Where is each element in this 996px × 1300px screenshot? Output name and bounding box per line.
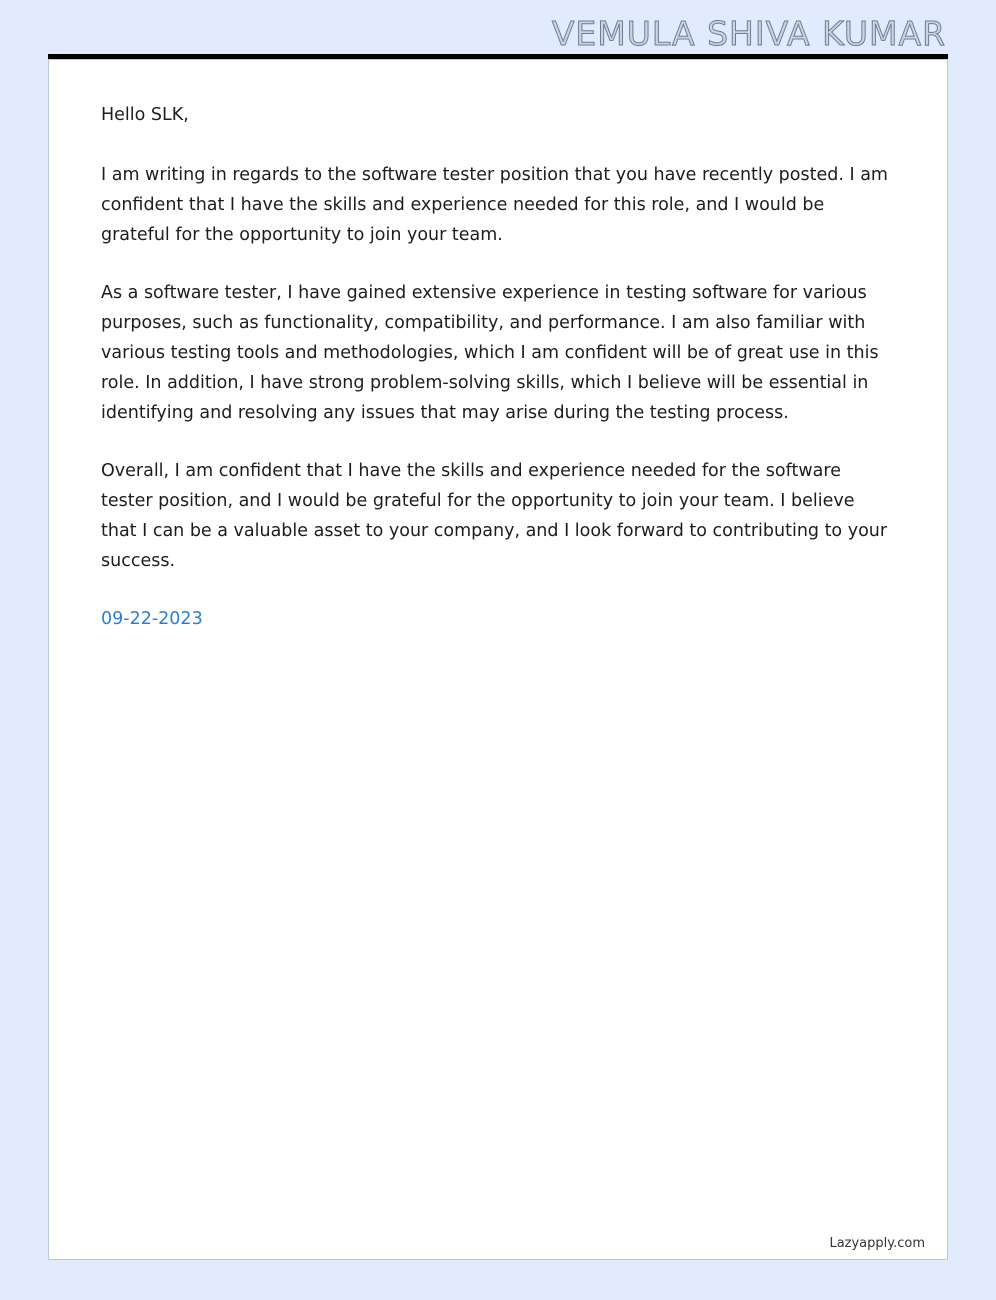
letter-sheet [48,59,948,1260]
page-title: VEMULA SHIVA KUMAR [551,14,946,53]
letter-paragraph-1: I am writing in regards to the software tester position that you have recently posted. I am confident that I have the skills and experience needed for this role, and I would be grateful for the opportunity to join your team. [101,165,888,245]
letter-paragraph-3: Overall, I am confident that I have the skills and experience needed for the software tester position, and I would be grateful for the opportunity to join your team. I believe that I can be a valuable asset to your company, and I look forward to contributing to your success. [101,461,888,571]
letter-body [49,60,947,634]
footer-brand: Lazyapply.com [829,1236,925,1251]
letter-greeting: Hello SLK, [101,105,189,125]
letter-paragraph-2: As a software tester, I have gained extensive experience in testing software for various purposes, such as functionality, compatibility, and performance. I am also familiar with various testing tools and methodologies, which I am confident will be of great use in this role. In addition, I have strong problem-solving skills, which I believe will be essential in identifying and resolving any issues that may arise during the testing process. [101,283,879,423]
letter-date: 09-22-2023 [101,609,203,629]
